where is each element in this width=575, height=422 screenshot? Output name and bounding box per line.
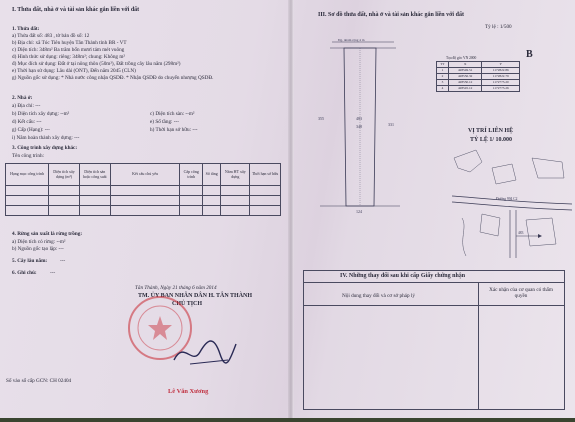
divider [303,282,565,283]
coordinate-cell: 1172773.26 [482,86,520,92]
notes-value: --- [50,270,56,276]
page-fold [288,0,294,422]
construction-col-header: Số tầng [202,164,220,186]
land-line: a) Thửa đất số: 483 , tờ bản đồ số: 12 [12,33,90,39]
coordinate-cell: 428550.12 [448,80,482,86]
coordinate-cell: 1 [437,68,449,74]
land-line: g) Nguồn gốc sử dụng: * Nhà nước công nhận QSDĐ. * Nhận QSDĐ do chuyển nhượng QSDĐ. [12,75,214,81]
construction-col-header: Cấp công trình [180,164,203,186]
coordinate-cell: 2 [437,74,449,80]
forest-line: b) Nguồn gốc tạo lập: --- [12,246,64,252]
coordinate-cell: 1172822.86 [482,68,520,74]
construction-col-header: Thời hạn sở hữu [250,164,281,186]
changes-title: IV. Những thay đổi sau khi cấp Giấy chứng nhận [340,273,466,279]
signature-icon [170,330,240,370]
construction-col-header: Diện tích xây dựng (m²) [49,164,80,186]
construction-table-header-row [6,164,281,186]
left-section-title: I. Thửa đất, nhà ở và tài sản khác gắn liền với đất [12,7,140,13]
coordinate-col-header: Y [482,62,520,68]
table-row [437,86,520,92]
right-section-title: III. Sơ đồ thửa đất, nhà ở và tài sản khác gắn liền với đất [318,12,464,18]
plot-area-label: 348 [356,124,362,129]
bottom-dimension-label: 124 [356,209,362,214]
land-line: d) Hình thức sử dụng: riêng: 348m²; chung: Không m² [12,54,125,60]
plot-number-label: 483 [356,116,362,121]
coordinate-cell: 3 [437,80,449,86]
coordinate-table [436,61,520,92]
top-road-label: Đg. nhàm rộng 4 m [338,38,365,42]
construction-col-header: Diện tích sàn hoặc công suất [79,164,110,186]
left-dimension-label: 355 [318,116,324,121]
location-title: VỊ TRÍ LIÊN HỆ [468,128,514,134]
coordinate-cell: 1172773.20 [482,80,520,86]
plot-diagram [300,34,420,220]
photo-edge [0,418,575,422]
sign-role: CHỦ TỊCH [172,301,203,307]
divider [478,282,479,410]
house-line: g) Cấp (Hạng): --- [12,127,50,133]
right-dimension-label: 331 [388,122,394,127]
land-line: e) Thời hạn sử dụng: Lâu dài (ONT), Đến năm 2045 (CLN) [12,68,136,74]
coordinate-table-title: Tọa độ góc VN 2000 [446,56,477,60]
land-heading: 1. Thửa đất: [12,26,40,32]
land-line: b) Địa chỉ: xã Tóc Tiên huyện Tân Thành tỉnh BR - VT [12,40,127,46]
register-number: Số vào sổ cấp GCN: CH 02404 [6,378,72,384]
sign-org: TM. ỦY BAN NHÂN DÂN H. TÂN THÀNH [138,293,253,299]
coordinate-cell: 428556.32 [448,74,482,80]
location-plot-label: 483 [518,231,524,235]
coordinate-col-header: TT [437,62,449,68]
table-row [6,206,281,216]
perennial-value: --- [60,258,66,264]
divider [303,305,565,306]
house-line: d) Kết cấu: --- [12,119,42,125]
construction-heading: 3. Công trình xây dựng khác: [12,145,78,151]
signer-name: Lê Văn Xương [168,388,209,395]
perennial-heading: 5. Cây lâu năm: [12,258,48,264]
coordinate-cell: 428549.51 [448,68,482,74]
coordinate-col-header: X [448,62,482,68]
land-line: c) Diện tích: 348m² Ba trăm bốn mươi tám mét vuông [12,47,125,53]
table-row [6,186,281,196]
coordinate-cell: 4 [437,86,449,92]
map-scale: Tỷ lệ : 1/500 [485,24,512,30]
changes-col-header: Xác nhận của cơ quan có thẩm quyền [489,287,553,299]
forest-heading: 4. Rừng sản xuất là rừng trồng: [12,231,83,237]
location-scale: TỶ LỆ 1/ 10.000 [470,137,513,143]
sign-date: Tân Thành, Ngày 21 tháng 6 năm 2014 [135,285,217,291]
house-line: b) Diện tích xây dựng: --m² [12,111,70,117]
construction-col-header: Hạng mục công trình [6,164,49,186]
house-line: i) Năm hoàn thành xây dựng: --- [12,135,80,141]
house-line: a) Địa chỉ: --- [12,103,41,109]
land-line: đ) Mục đích sử dụng: Đất ở tại nông thôn (50m²), Đất trồng cây lâu năm (298m²) [12,61,181,67]
house-line: c) Diện tích sàn: --m² [150,111,195,117]
construction-table [5,163,281,216]
corner-letter: B [526,49,533,60]
house-heading: 2. Nhà ở: [12,95,33,101]
coordinate-cell: 1172822.79 [482,74,520,80]
house-line: e) Số tầng: --- [150,119,179,125]
coordinate-cell: 428545.12 [448,86,482,92]
table-row [6,196,281,206]
forest-line: a) Diện tích có rừng: --m² [12,239,66,245]
changes-col-header: Nội dung thay đổi và cơ sở pháp lý [342,293,415,299]
notes-heading: 6. Ghi chú: [12,270,37,276]
construction-name: Tên công trình: [12,153,44,159]
construction-col-header: Năm HT xây dựng [221,164,250,186]
location-map [452,148,572,258]
house-line: h) Thời hạn sở hữu: --- [150,127,198,133]
location-road-label: Đường 994 C2 [496,197,518,201]
construction-col-header: Kết cấu chủ yếu [110,164,180,186]
